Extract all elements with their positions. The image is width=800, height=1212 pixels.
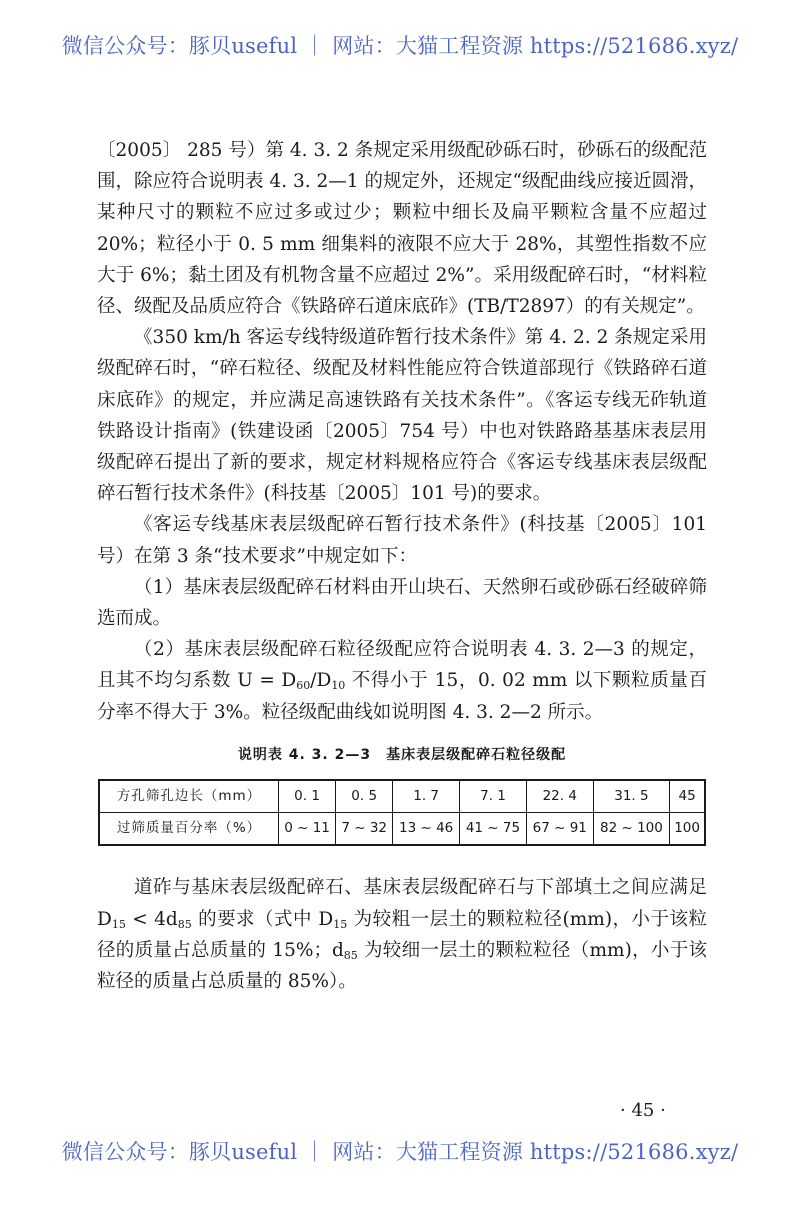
table-cell: 13 ~ 46 [393, 813, 460, 846]
watermark-top: 微信公众号：豚贝useful ｜ 网站：大猫工程资源 https://521686.xyz/ [61, 34, 739, 58]
table-cell: 0. 5 [336, 780, 393, 813]
table-cell: 67 ~ 91 [526, 813, 593, 846]
table-cell: 45 [670, 780, 705, 813]
subscript: 85 [177, 917, 192, 931]
text-run: 道砟与基床表层级配碎石、基床表层级配碎石与下部填土之间应满足 D [97, 877, 707, 930]
table-cell: 41 ~ 75 [460, 813, 527, 846]
paragraph-1: 〔2005〕 285 号）第 4. 3. 2 条规定采用级配砂砾石时，砂砾石的级配范围，除应符合说明表 4. 3. 2—1 的规定外，还规定“级配曲线应接近圆滑，某种尺寸的颗粒不应过多或过少；颗粒中细长及扁平颗粒含量不应超过 20%；粒径小于 0. 5 mm 细集料的液限不应大于 28%，其塑性指数不应大于 6%；黏土团及有机物含量不应超过 2%”。采用级配碎石时，“材料粒径、级配及品质应符合《铁路碎石道床底砟》(TB/T2897）的有关规定”。 [97, 140, 707, 318]
subscript: 15 [111, 917, 126, 931]
text-run: （2）基床表层级配碎石粒径级配应符合说明表 4. 3. 2—3 的规定，且其不均匀系数 U = D [97, 639, 707, 692]
subscript: 10 [331, 679, 346, 693]
table-cell: 82 ~ 100 [593, 813, 669, 846]
paragraph-6 [97, 872, 707, 997]
table-cell: 31. 5 [593, 780, 669, 813]
paragraph-5 [97, 634, 707, 728]
subscript: 15 [333, 917, 348, 931]
table-title: 说明表 4. 3. 2—3 基床表层级配碎石粒径级配 [237, 746, 567, 763]
subscript: 85 [343, 948, 358, 962]
table-cell: 22. 4 [526, 780, 593, 813]
table-cell: 0 ~ 11 [279, 813, 336, 846]
paragraph-2: 《350 km/h 客运专线特级道砟暂行技术条件》第 4. 2. 2 条规定采用级配碎石时，“碎石粒径、级配及材料性能应符合铁道部现行《铁路碎石道床底砟》的规定，并应满足高速铁路有关技术条件”。《客运专线无砟轨道铁路设计指南》(铁建设函〔2005〕754 号）中也对铁路路基基床表层用级配碎石提出了新的要求，规定材料规格应符合《客运专线基床表层级配碎石暂行技术条件》(科技基〔2005〕101 号)的要求。 [97, 327, 707, 505]
table-row-header: 方孔筛孔边长（mm） [99, 780, 279, 813]
gradation-table [98, 779, 706, 846]
table-cell: 7 ~ 32 [336, 813, 393, 846]
table-cell: 1. 7 [393, 780, 460, 813]
table-row [99, 813, 705, 846]
watermark-bottom: 微信公众号：豚贝useful ｜ 网站：大猫工程资源 https://521686.xyz/ [61, 1140, 739, 1164]
table-cell: 100 [670, 813, 705, 846]
table-row [99, 780, 705, 813]
paragraph-4: （1）基床表层级配碎石材料由开山块石、天然卵石或砂砾石经破碎筛选而成。 [97, 576, 707, 630]
table-cell: 0. 1 [279, 780, 336, 813]
page-number: · 45 · [620, 1100, 666, 1121]
subscript: 60 [296, 679, 311, 693]
text-run: 不得小于 15，0. 02 mm 以下颗粒质量百分率不得大于 3%。粒径级配曲线如说明图 4. 3. 2—2 所示。 [97, 670, 707, 723]
text-run: 的要求（式中 D [191, 908, 334, 930]
text-run: 为较粗一层土的颗粒粒径(mm)，小于该粒径的质量占总质量的 15%；d [97, 908, 707, 961]
text-run: < 4d [125, 908, 178, 930]
table-row-header: 过筛质量百分率（%） [99, 813, 279, 846]
table-cell: 7. 1 [460, 780, 527, 813]
document-body [97, 135, 707, 997]
text-run: /D [310, 670, 332, 692]
text-run: 为较细一层土的颗粒粒径（mm)，小于该粒径的质量占总质量的 85%）。 [97, 939, 707, 993]
paragraph-3: 《客运专线基床表层级配碎石暂行技术条件》(科技基〔2005〕101 号）在第 3 条“技术要求”中规定如下： [97, 514, 707, 567]
